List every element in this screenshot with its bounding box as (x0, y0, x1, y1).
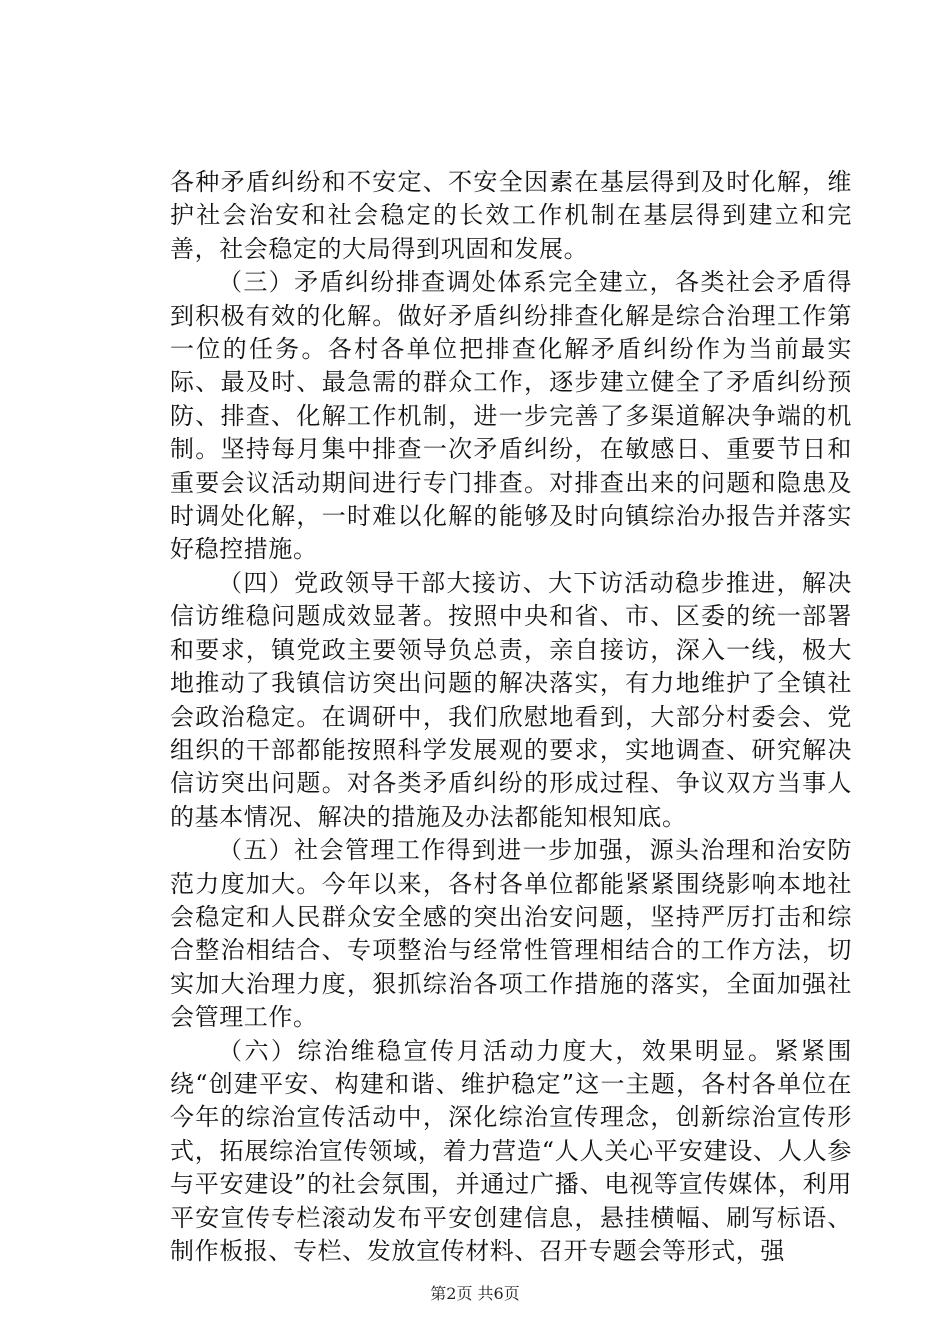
document-body (170, 166, 852, 1268)
paragraph-section-4: （四）党政领导干部大接访、大下访活动稳步推进，解决信访维稳问题成效显著。按照中央和省、市、区委的统一部署和要求，镇党政主要领导负总责，亲自接访，深入一线，极大地推动了我镇信访突出问题的解决落实，有力地维护了全镇社会政治稳定。在调研中，我们欣慰地看到，大部分村委会、党组织的干部都能按照科学发展观的要求，实地调查、研究解决信访突出问题。对各类矛盾纠纷的形成过程、争议双方当事人的基本情况、解决的措施及办法都能知根知底。 (170, 568, 852, 831)
paragraph-continuation: 各种矛盾纠纷和不安定、不安全因素在基层得到及时化解，维护社会治安和社会稳定的长效工作机制在基层得到建立和完善，社会稳定的大局得到巩固和发展。 (170, 168, 852, 263)
paragraph-section-6: （六）综治维稳宣传月活动力度大，效果明显。紧紧围绕“创建平安、构建和谐、维护稳定”这一主题，各村各单位在今年的综治宣传活动中，深化综治宣传理念，创新综治宣传形式，拓展综治宣传领域，着力营造“人人关心平安建设、人人参与平安建设”的社会氛围，并通过广播、电视等宣传媒体，利用平安宣传专栏滚动发布平安创建信息，悬挂横幅、刷写标语、制作板报、专栏、发放宣传材料、召开专题会等形式，强 (170, 1036, 852, 1265)
page-number-footer: 第2页 共6页 (430, 1284, 520, 1303)
paragraph-section-5: （五）社会管理工作得到进一步加强，源头治理和治安防范力度加大。今年以来，各村各单位都能紧紧围绕影响本地社会稳定和人民群众安全感的突出治安问题，坚持严厉打击和综合整治相结合、专项整治与经常性管理相结合的工作方法，切实加大治理力度，狠抓综治各项工作措施的落实，全面加强社会管理工作。 (170, 836, 852, 1032)
paragraph-section-3: （三）矛盾纠纷排查调处体系完全建立，各类社会矛盾得到积极有效的化解。做好矛盾纠纷排查化解是综合治理工作第一位的任务。各村各单位把排查化解矛盾纠纷作为当前最实际、最及时、最急需的群众工作，逐步建立健全了矛盾纠纷预防、排查、化解工作机制，进一步完善了多渠道解决争端的机制。坚持每月集中排查一次矛盾纠纷，在敏感日、重要节日和重要会议活动期间进行专门排查。对排查出来的问题和隐患及时调处化解，一时难以化解的能够及时向镇综治办报告并落实好稳控措施。 (170, 268, 852, 564)
